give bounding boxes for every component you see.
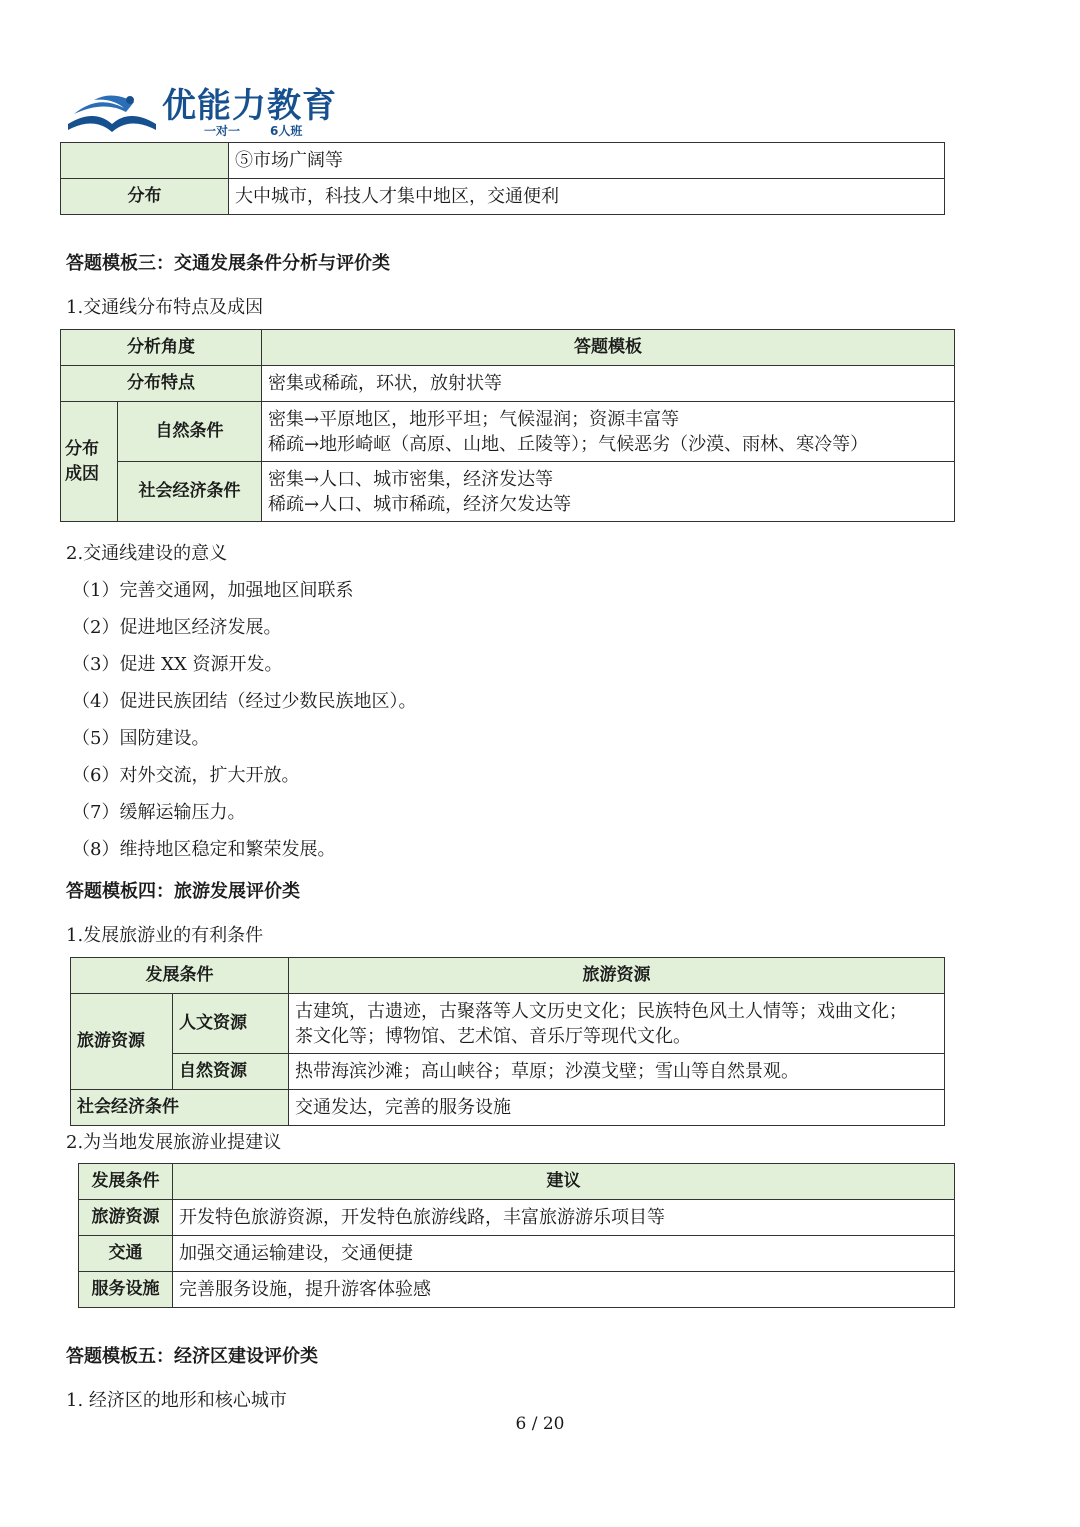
section3-title: 答题模板三：交通发展条件分析与评价类 [66, 253, 390, 274]
traffic-table [60, 329, 955, 522]
content-line: 稀疏→地形崎岖（高原、山地、丘陵等）；气候恶劣（沙漠、雨林、寒冷等） [268, 433, 869, 455]
row-label: 人文资源 [173, 994, 289, 1054]
row-content: 加强交通运输建设，交通便捷 [173, 1236, 955, 1272]
content-line: 茶文化等；博物馆、艺术馆、音乐厅等现代文化。 [295, 1025, 691, 1047]
table-row [79, 1236, 955, 1272]
table-header-row [61, 330, 955, 366]
section5-sub1: 1. 经济区的地形和核心城市 [66, 1390, 287, 1411]
header-cell: 发展条件 [79, 1164, 173, 1200]
list-item: （7）缓解运输压力。 [72, 802, 246, 823]
row-content: 大中城市，科技人才集中地区，交通便利 [229, 179, 945, 215]
group-label [61, 402, 118, 522]
header-cell: 建议 [173, 1164, 955, 1200]
list-item: （1）完善交通网，加强地区间联系 [72, 580, 354, 601]
section4-sub2: 2.为当地发展旅游业提建议 [66, 1132, 282, 1153]
list-item: （2）促进地区经济发展。 [72, 617, 282, 638]
row-content: 完善服务设施，提升游客体验感 [173, 1272, 955, 1308]
group-label-line: 成因 [65, 463, 99, 484]
market-table [60, 142, 945, 215]
list-item: （8）维持地区稳定和繁荣发展。 [72, 839, 336, 860]
section3-sub1: 1.交通线分布特点及成因 [66, 297, 264, 318]
tourism-suggestions-table [78, 1163, 955, 1308]
book-bird-icon [64, 84, 160, 136]
row-content [289, 994, 945, 1054]
table-row [79, 1272, 955, 1308]
row-label: 自然资源 [173, 1054, 289, 1090]
list-item: （5）国防建设。 [72, 728, 210, 749]
table-header-row [79, 1164, 955, 1200]
row-label: 分布特点 [61, 366, 262, 402]
group-label-line: 分布 [65, 438, 99, 459]
row-label: 分布 [61, 179, 229, 215]
company-logo [64, 78, 354, 140]
section3-sub2: 2.交通线建设的意义 [66, 543, 228, 564]
row-content: 开发特色旅游资源，开发特色旅游线路，丰富旅游游乐项目等 [173, 1200, 955, 1236]
content-line: 密集→平原地区，地形平坦；气候湿润；资源丰富等 [268, 408, 680, 430]
tourism-conditions-table [70, 957, 945, 1126]
row-content: ⑤市场广阔等 [229, 143, 945, 179]
table-row [71, 1054, 945, 1090]
header-cell: 发展条件 [71, 958, 289, 994]
list-item: （4）促进民族团结（经过少数民族地区）。 [72, 691, 417, 712]
section4-sub1: 1.发展旅游业的有利条件 [66, 925, 264, 946]
list-item: （6）对外交流，扩大开放。 [72, 765, 300, 786]
row-label [61, 143, 229, 179]
row-content: 密集或稀疏，环状，放射状等 [262, 366, 955, 402]
content-line: 古建筑，古遗迹，古聚落等人文历史文化；民族特色风土人情等；戏曲文化； [295, 1000, 907, 1022]
logo-tagline [204, 122, 302, 139]
row-label: 旅游资源 [79, 1200, 173, 1236]
row-label: 自然条件 [118, 402, 262, 462]
row-label: 社会经济条件 [118, 462, 262, 522]
row-label: 交通 [79, 1236, 173, 1272]
table-row [71, 1090, 945, 1126]
header-cell: 分析角度 [61, 330, 262, 366]
section4-title: 答题模板四：旅游发展评价类 [66, 881, 300, 902]
section5-title: 答题模板五：经济区建设评价类 [66, 1346, 318, 1367]
list-item: （3）促进 XX 资源开发。 [72, 654, 283, 675]
page-number: 6 / 20 [515, 1414, 565, 1434]
table-row [61, 366, 955, 402]
table-row [61, 143, 945, 179]
content-line: 稀疏→人口、城市稀疏，经济欠发达等 [268, 493, 572, 515]
table-row [79, 1200, 955, 1236]
row-content: 交通发达，完善的服务设施 [289, 1090, 945, 1126]
content-line: 密集→人口、城市密集，经济发达等 [268, 468, 554, 490]
row-content: 热带海滨沙滩；高山峡谷；草原；沙漠戈壁；雪山等自然景观。 [289, 1054, 945, 1090]
tagline-right: 6人班 [270, 124, 303, 138]
tagline-left: 一对一 [204, 124, 241, 138]
row-content [262, 402, 955, 462]
logo-name: 优能力教育 [162, 86, 337, 126]
table-row [61, 179, 945, 215]
table-header-row [71, 958, 945, 994]
row-label: 社会经济条件 [71, 1090, 289, 1126]
group-label: 旅游资源 [71, 994, 173, 1090]
row-content [262, 462, 955, 522]
header-cell: 旅游资源 [289, 958, 945, 994]
header-cell: 答题模板 [262, 330, 955, 366]
table-row [61, 462, 955, 522]
row-label: 服务设施 [79, 1272, 173, 1308]
table-row [71, 994, 945, 1054]
table-row [61, 402, 955, 462]
